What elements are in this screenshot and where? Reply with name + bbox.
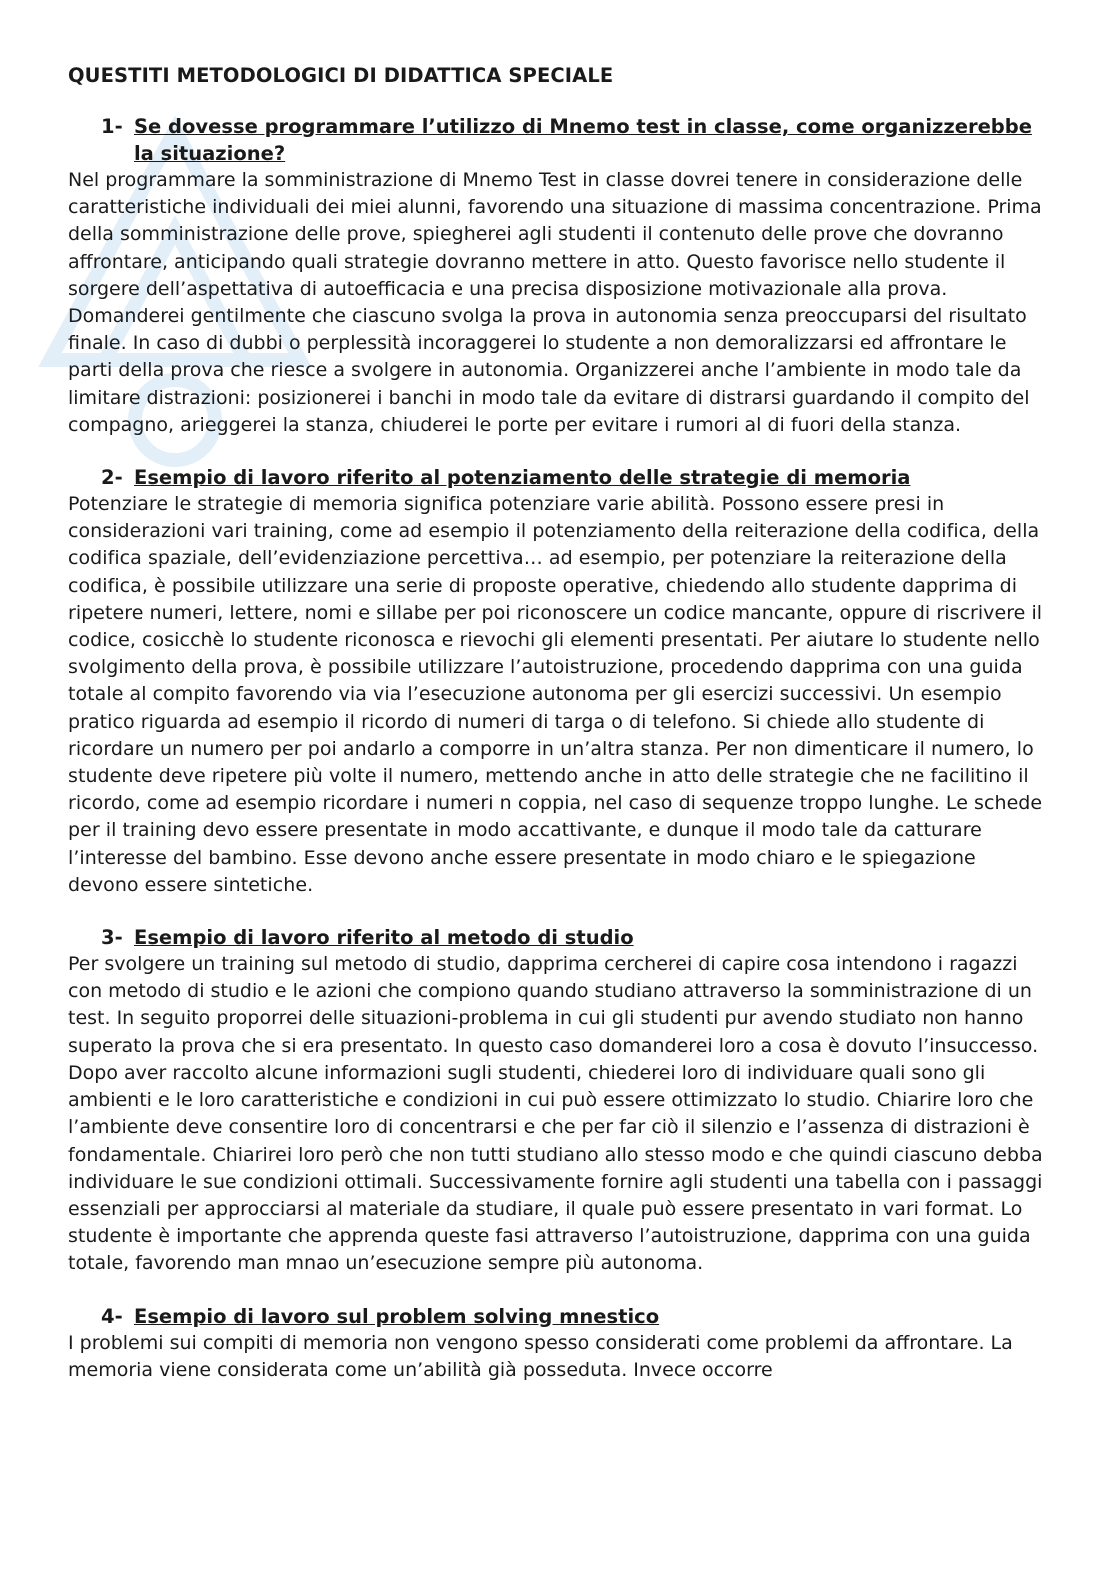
question-title: Esempio di lavoro riferito al metodo di studio bbox=[134, 926, 634, 950]
section-3 bbox=[68, 924, 1048, 1277]
question-heading bbox=[68, 464, 1048, 491]
question-title: Esempio di lavoro sul problem solving mnestico bbox=[134, 1304, 660, 1328]
answer-paragraph: Per svolgere un training sul metodo di studio, dapprima cercherei di capire cosa intendono i ragazzi con metodo di studio e le azioni che compiono quando studiano attraverso la somministrazione di un test. In seguito proporrei delle situazioni-problema in cui gli studenti pur avendo studiato non hanno superato la prova che si era presentato. In questo caso domanderei loro a cosa è dovuto l’insuccesso. Dopo aver raccolto alcune informazioni sugli studenti, chiederei loro di individuare quali sono gli ambienti e le loro caratteristiche e condizioni in cui può essere ottimizzato lo studio. Chiarire loro che l’ambiente deve consentire loro di concentrarsi e che per far ciò il silenzio e l’assenza di distrazioni è fondamentale. Chiarirei loro però che non tutti studiano allo stesso modo e che quindi ciascuno debba individuare le sue condizioni ottimali. Successivamente fornire agli studenti una tabella con i passaggi essenziali per approcciarsi al materiale da studiare, il quale può essere presentato in vari format. Lo studente è importante che apprenda queste fasi attraverso l’autoistruzione, dapprima con una guida totale, favorendo man mnao un’esecuzione sempre più autonoma. bbox=[68, 953, 1043, 1275]
question-heading bbox=[68, 1303, 1048, 1330]
answer-paragraph: Potenziare le strategie di memoria significa potenziare varie abilità. Possono essere presi in considerazioni vari training, come ad esempio il potenziamento della reiterazione della codifica, della codifica spaziale, dell’evidenziazione percettiva… ad esempio, per potenziare la reiterazione della codifica, è possibile utilizzare una serie di proposte operative, chiedendo allo studente dapprima di ripetere numeri, lettere, nomi e sillabe per poi riconoscere un codice mancante, oppure di riscrivere il codice, cosicchè lo studente riconosca e rievochi gli elementi presentati. Per aiutare lo studente nello svolgimento della prova, è possibile utilizzare l’autoistruzione, procedendo dapprima con una guida totale al compito favorendo via via l’esecuzione autonoma per gli esercizi successivi. Un esempio pratico riguarda ad esempio il ricordo di numeri di targa o di telefono. Si chiede allo studente di ricordare un numero per poi andarlo a comporre in un’altra stanza. Per non dimenticare il numero, lo studente deve ripetere più volte il numero, mettendo anche in atto delle strategie che ne facilitino il ricordo, come ad esempio ricordare i numeri n coppia, nel caso di sequenze troppo lunghe. Le schede per il training devo essere presentate in modo accattivante, e dunque il modo tale da catturare l’interesse del bambino. Esse devono anche essere presentate in modo chiaro e le spiegazione devono essere sintetiche. bbox=[68, 493, 1043, 896]
section-2 bbox=[68, 464, 1048, 899]
document-page bbox=[68, 64, 1048, 1409]
question-number: 2- bbox=[101, 466, 123, 490]
question-title: Esempio di lavoro riferito al potenziamento delle strategie di memoria bbox=[134, 466, 911, 490]
answer-paragraph: I problemi sui compiti di memoria non vengono spesso considerati come problemi da affrontare. La memoria viene considerata come un’abilità già posseduta. Invece occorre bbox=[68, 1331, 1013, 1381]
question-number: 3- bbox=[101, 926, 123, 950]
section-1 bbox=[68, 113, 1048, 439]
section-4 bbox=[68, 1303, 1048, 1384]
question-title: Se dovesse programmare l’utilizzo di Mnemo test in classe, come organizzerebbe la situazione? bbox=[134, 115, 1032, 165]
question-heading bbox=[68, 924, 1048, 951]
document-title: QUESTITI METODOLOGICI DI DIDATTICA SPECIALE bbox=[68, 64, 614, 87]
question-heading bbox=[68, 113, 1048, 167]
answer-paragraph: Nel programmare la somministrazione di Mnemo Test in classe dovrei tenere in considerazione delle caratteristiche individuali dei miei alunni, favorendo una situazione di massima concentrazione. Prima della somministrazione delle prove, spiegherei agli studenti il contenuto delle prove che dovranno affrontare, anticipando quali strategie dovranno mettere in atto. Questo favorisce nello studente il sorgere dell’aspettativa di autoefficacia e una precisa disposizione motivazionale alla prova. Domanderei gentilmente che ciascuno svolga la prova in autonomia senza preoccuparsi del risultato finale. In caso di dubbi o perplessità incoraggerei lo studente a non demoralizzarsi ed affrontare le parti della prova che riesce a svolgere in autonomia. Organizzerei anche l’ambiente in modo tale da limitare distrazioni: posizionerei i banchi in modo tale da evitare di distrarsi guardando il compito del compagno, arieggerei la stanza, chiuderei le porte per evitare i rumori al di fuori della stanza. bbox=[68, 169, 1042, 436]
question-number: 4- bbox=[101, 1304, 123, 1328]
question-number: 1- bbox=[101, 115, 123, 138]
